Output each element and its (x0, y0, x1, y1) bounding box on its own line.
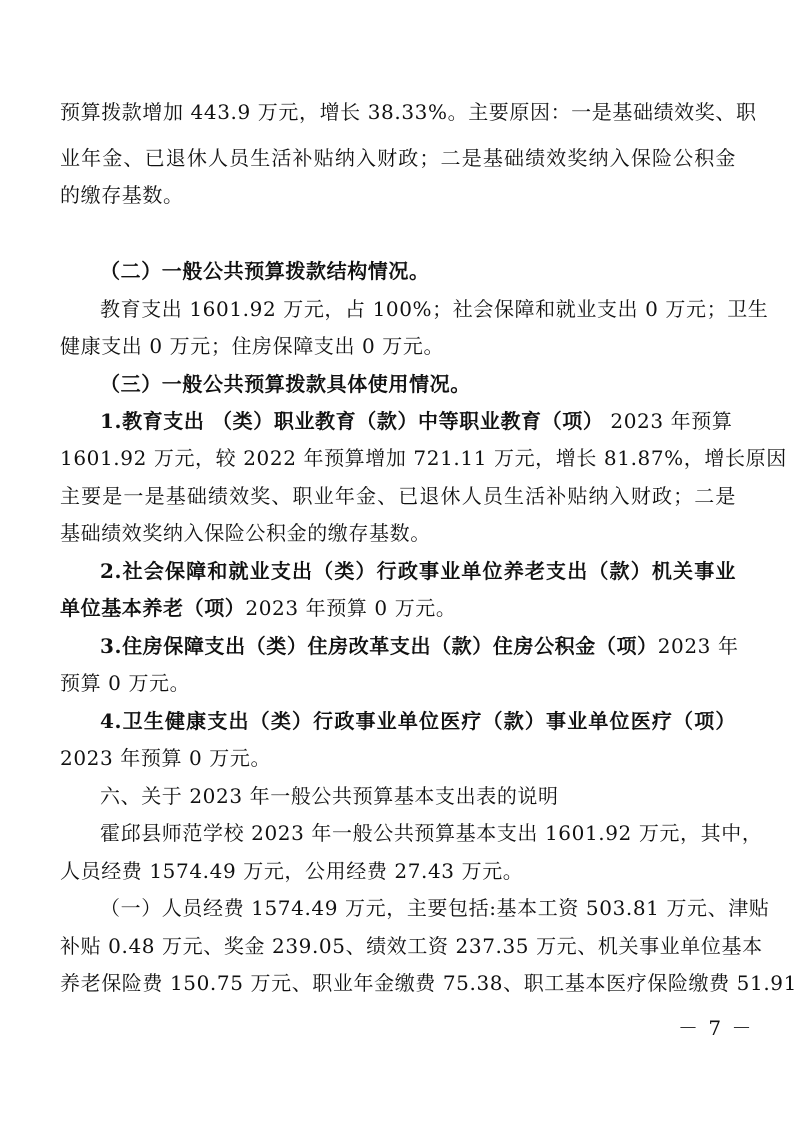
item-heading-3-rest: 2023 年 (657, 634, 739, 658)
paragraph-line: 健康支出 0 万元；住房保障支出 0 万元。 (60, 334, 445, 358)
paragraph-line: 养老保险费 150.75 万元、职业年金缴费 75.38、职工基本医疗保险缴费 51.91 (60, 971, 797, 995)
item-heading-4: 4.卫生健康支出（类）行政事业单位医疗（款）事业单位医疗（项） (100, 709, 736, 733)
item-heading-2-bold: 单位基本养老（项） (60, 596, 246, 620)
item-heading-1-rest: 2023 年预算 (603, 409, 733, 433)
paragraph-line: 教育支出 1601.92 万元，占 100%；社会保障和就业支出 0 万元；卫生 (100, 297, 769, 321)
paragraph-line: 主要是一是基础绩效奖、职业年金、已退休人员生活补贴纳入财政；二是 (60, 484, 736, 508)
section-heading-6: 六、关于 2023 年一般公共预算基本支出表的说明 (100, 784, 559, 808)
page-number: － 7 － (678, 1016, 754, 1040)
paragraph-line: 1601.92 万元，较 2022 年预算增加 721.11 万元，增长 81.87%，增长原因 (60, 446, 787, 470)
paragraph-line: 的缴存基数。 (60, 183, 184, 207)
item-heading-1-bold: 1.教育支出 （类）职业教育（款）中等职业教育（项） (100, 409, 604, 433)
item-heading-2-rest: 2023 年预算 0 万元。 (245, 596, 457, 620)
paragraph-line: 人员经费 1574.49 万元，公用经费 27.43 万元。 (60, 859, 524, 883)
paragraph-line (60, 593, 736, 623)
paragraph-line: 霍邱县师范学校 2023 年一般公共预算基本支出 1601.92 万元，其中， (100, 821, 763, 845)
paragraph-line: 预算 0 万元。 (60, 671, 191, 695)
section-heading-3: （三）一般公共预算拨款具体使用情况。 (100, 372, 471, 396)
item-heading-2: 2.社会保障和就业支出（类）行政事业单位养老支出（款）机关事业 (100, 559, 736, 583)
item-heading-1 (100, 406, 733, 436)
paragraph-line: （一）人员经费 1574.49 万元，主要包括:基本工资 503.81 万元、津贴 (100, 896, 770, 920)
paragraph-line: 业年金、已退休人员生活补贴纳入财政；二是基础绩效奖纳入保险公积金 (60, 146, 736, 170)
section-heading-2: （二）一般公共预算拨款结构情况。 (100, 259, 430, 283)
paragraph-line: 补贴 0.48 万元、奖金 239.05、绩效工资 237.35 万元、机关事业单位基本 (60, 934, 763, 958)
item-heading-3-bold: 3.住房保障支出（类）住房改革支出（款）住房公积金（项） (100, 634, 658, 658)
paragraph-line: 预算拨款增加 443.9 万元，增长 38.33%。主要原因：一是基础绩效奖、职 (60, 100, 757, 124)
paragraph-line: 基础绩效奖纳入保险公积金的缴存基数。 (60, 521, 431, 545)
paragraph-line: 2023 年预算 0 万元。 (60, 746, 272, 770)
item-heading-3 (100, 631, 739, 661)
